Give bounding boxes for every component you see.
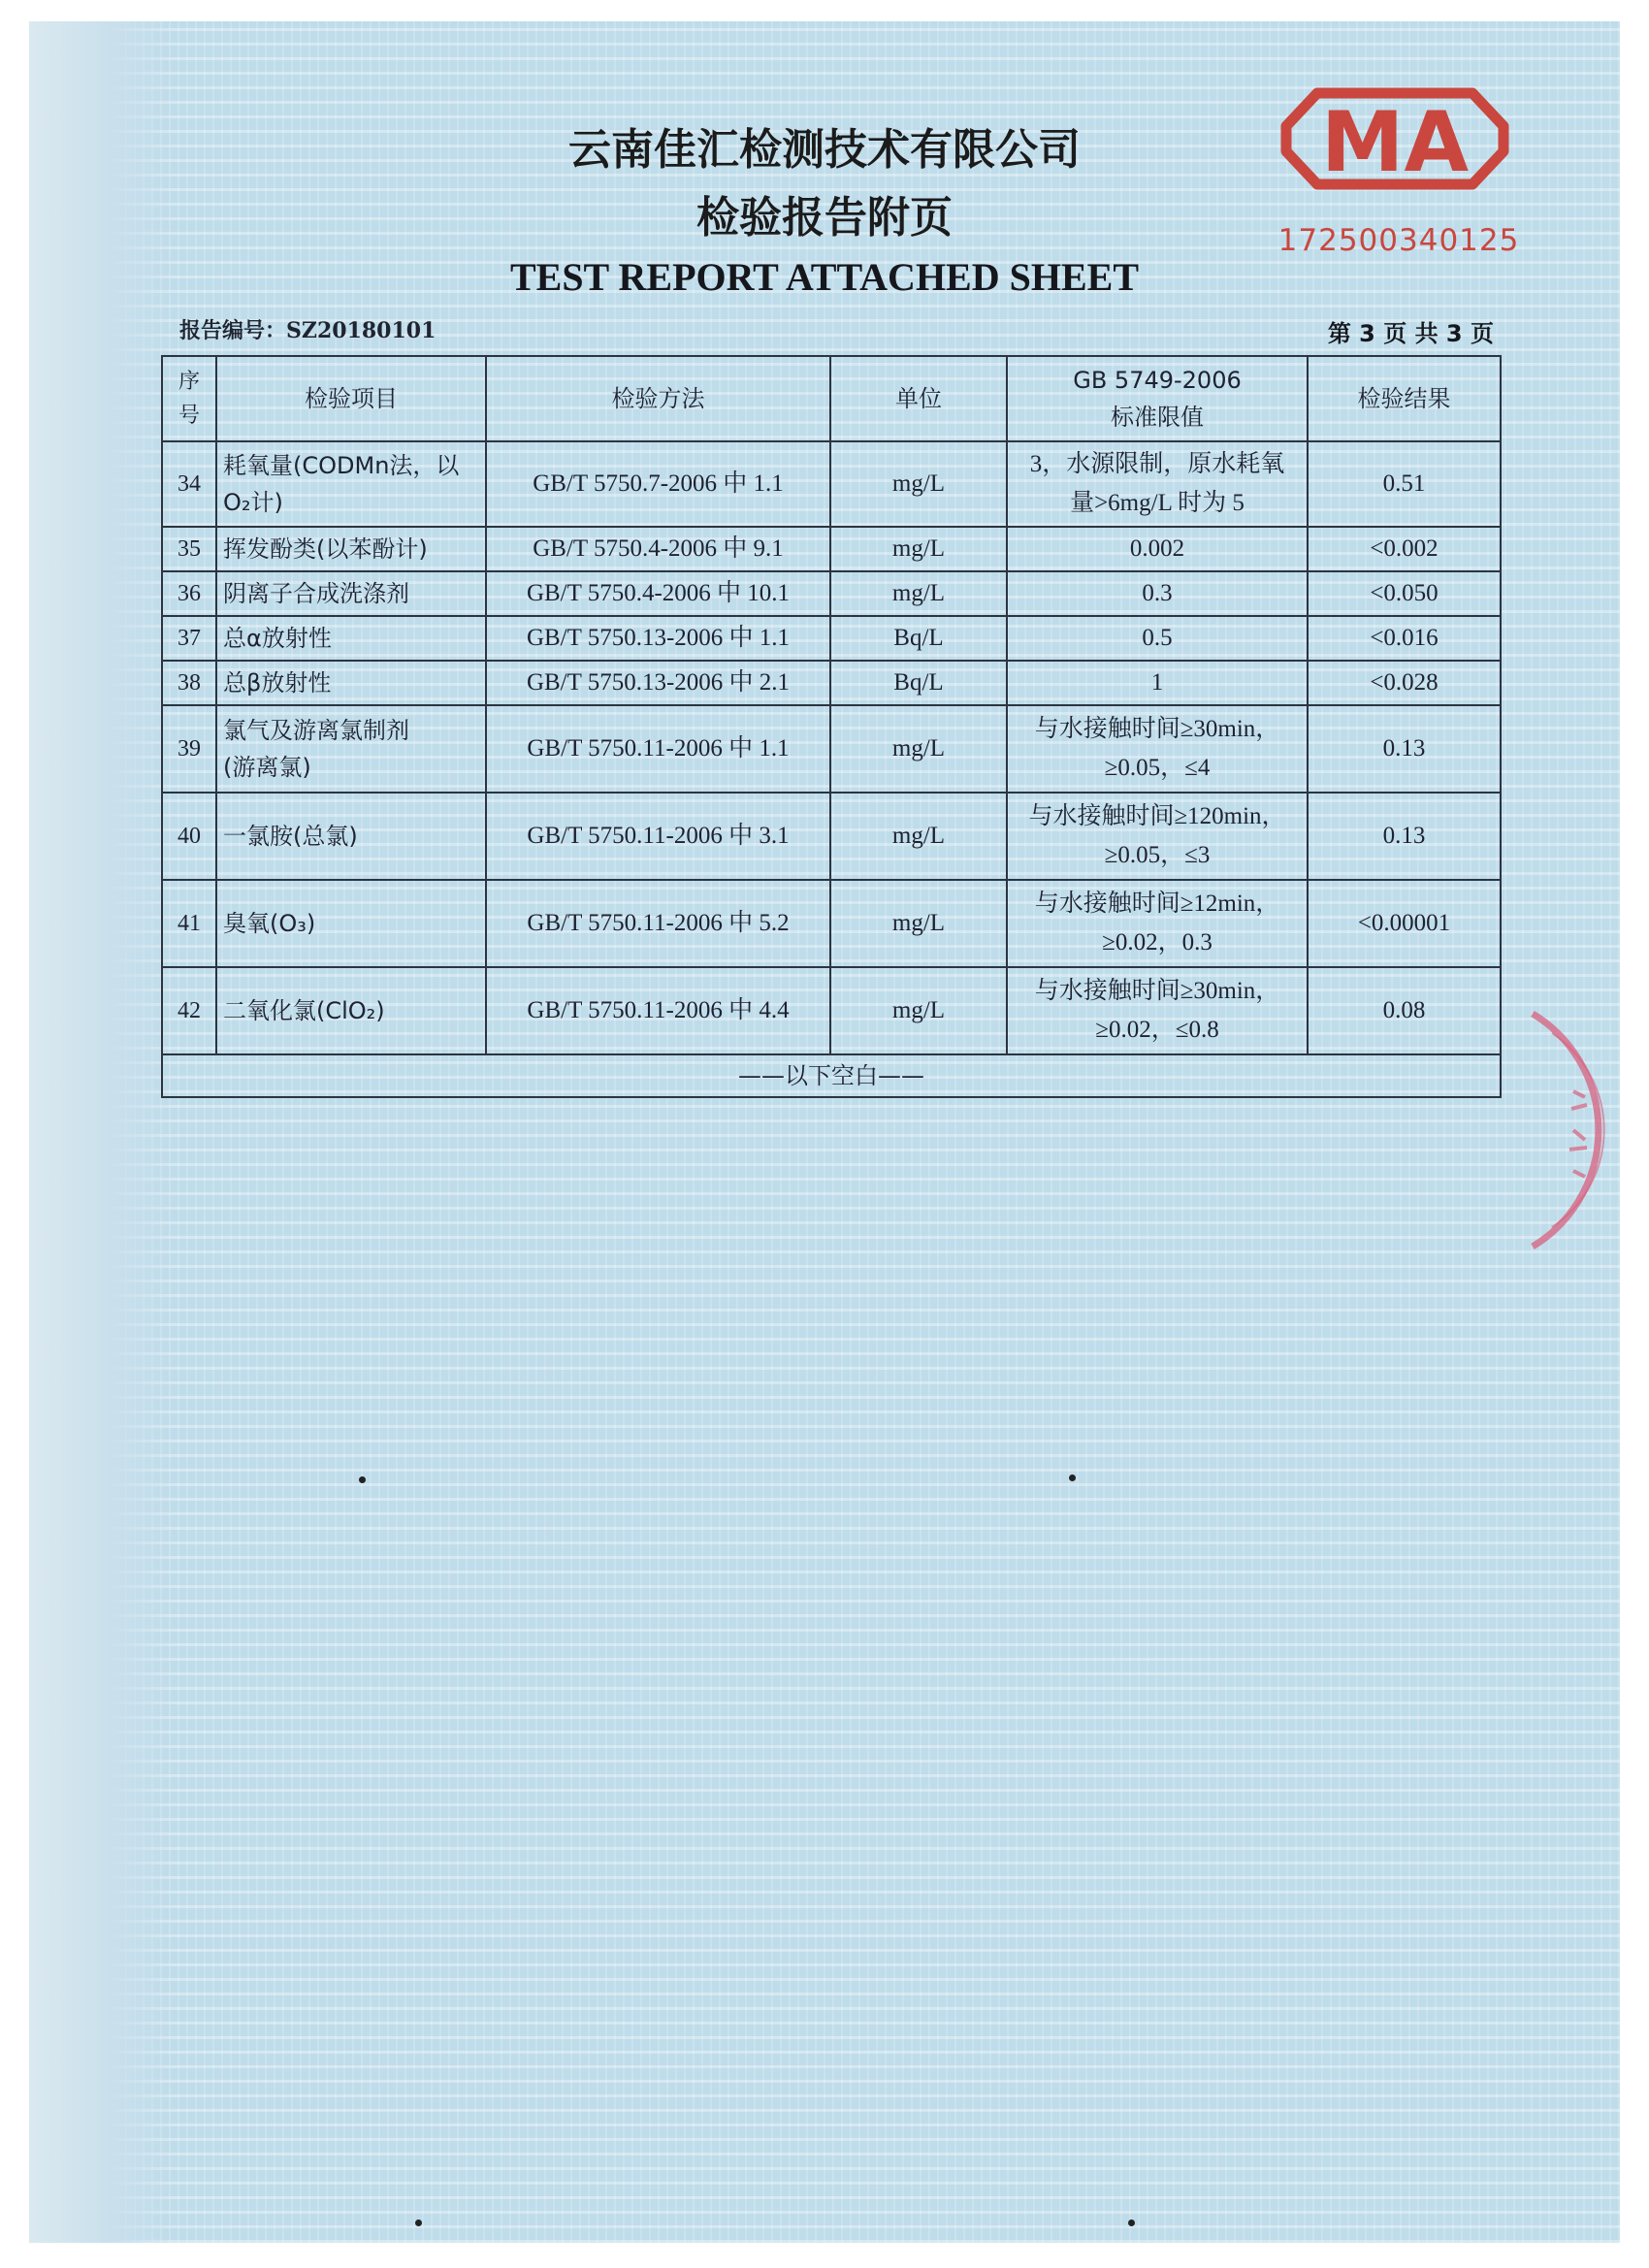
cell-seq: [162, 616, 216, 661]
method-text: GB/T 5750.11-2006 中 1.1: [527, 735, 790, 761]
seq-number: 40: [178, 823, 201, 849]
standard-limit: 与水接触时间≥12min，: [1034, 891, 1280, 917]
unit-text: mg/L: [891, 580, 946, 606]
table-row: [162, 441, 1501, 527]
standard-limit: 0.002: [1129, 535, 1185, 562]
result-value: <0.016: [1370, 625, 1439, 651]
cell-method: [486, 616, 830, 661]
item-name: 氯气及游离氯制剂: [223, 716, 409, 744]
cell-unit: [830, 441, 1007, 527]
cell-standard: [1007, 571, 1308, 616]
page-indicator: 第 3 页 共 3 页: [1327, 320, 1494, 347]
method-text: GB/T 5750.4-2006 中 10.1: [526, 580, 791, 606]
cell-result: [1308, 705, 1501, 793]
cell-result: [1308, 571, 1501, 616]
company-name: 云南佳汇检测技术有限公司: [568, 125, 1081, 175]
header-result: 检验结果: [1308, 356, 1501, 441]
item-name: 总α放射性: [223, 624, 332, 652]
punch-mark: [415, 2219, 422, 2226]
cell-unit: [830, 661, 1007, 705]
seq-number: 37: [178, 625, 201, 651]
item-name: 总β放射性: [223, 668, 332, 697]
unit-text: mg/L: [891, 910, 946, 936]
cell-item: [216, 880, 486, 967]
method-text: GB/T 5750.11-2006 中 4.4: [527, 997, 790, 1023]
cell-unit: [830, 527, 1007, 571]
cell-unit: [830, 793, 1007, 880]
standard-limit-line2: ≥0.05，≤4: [1104, 755, 1211, 781]
cell-standard: [1007, 527, 1308, 571]
item-name-line2: O₂计): [223, 489, 283, 516]
unit-text: mg/L: [891, 535, 946, 562]
result-value: 0.08: [1382, 997, 1426, 1023]
cell-result: [1308, 441, 1501, 527]
report-number: 报告编号：SZ20180101: [179, 318, 436, 343]
table-row: [162, 880, 1501, 967]
blank-note: ——以下空白——: [162, 1054, 1501, 1097]
unit-text: mg/L: [891, 470, 946, 497]
standard-limit: 与水接触时间≥30min，: [1034, 716, 1280, 742]
cell-method: [486, 441, 830, 527]
table-header-row: [162, 356, 1501, 441]
result-value: 0.51: [1382, 470, 1426, 497]
table-row: [162, 967, 1501, 1054]
cell-item: [216, 967, 486, 1054]
ma-mark: MA: [1320, 94, 1470, 191]
item-name: 挥发酚类(以苯酚计): [223, 535, 428, 563]
unit-text: Bq/L: [893, 669, 944, 696]
cell-result: [1308, 527, 1501, 571]
cell-method: [486, 571, 830, 616]
standard-limit: 3，水源限制，原水耗氧: [1029, 451, 1285, 477]
cell-method: [486, 661, 830, 705]
result-value: <0.050: [1370, 580, 1439, 606]
cell-unit: [830, 880, 1007, 967]
standard-limit-line2: ≥0.02，0.3: [1102, 929, 1212, 956]
result-value: <0.002: [1370, 535, 1439, 562]
table-row: [162, 705, 1501, 793]
cell-standard: [1007, 880, 1308, 967]
cell-standard: [1007, 616, 1308, 661]
standard-limit: 1: [1150, 669, 1164, 696]
cell-result: [1308, 880, 1501, 967]
method-text: GB/T 5750.11-2006 中 3.1: [527, 823, 790, 849]
cell-unit: [830, 967, 1007, 1054]
cell-result: [1308, 616, 1501, 661]
seq-number: 36: [178, 580, 201, 606]
cell-seq: [162, 793, 216, 880]
method-text: GB/T 5750.13-2006 中 1.1: [526, 625, 791, 651]
cell-item: [216, 527, 486, 571]
cell-unit: [830, 616, 1007, 661]
ma-certification-logo: [1278, 85, 1511, 192]
unit-text: mg/L: [891, 823, 946, 849]
item-name: 臭氧(O₃): [223, 909, 316, 937]
cell-seq: [162, 527, 216, 571]
unit-text: Bq/L: [893, 625, 944, 651]
header-method: 检验方法: [486, 356, 830, 441]
cell-result: [1308, 661, 1501, 705]
cell-seq: [162, 967, 216, 1054]
header-standard-label: 标准限值: [1111, 404, 1204, 431]
standard-limit: 与水接触时间≥30min，: [1034, 978, 1280, 1004]
cell-item: [216, 441, 486, 527]
header-seq: 序号: [162, 356, 216, 441]
standard-limit: 0.5: [1142, 625, 1173, 651]
cell-result: [1308, 967, 1501, 1054]
header-item: 检验项目: [216, 356, 486, 441]
cell-standard: [1007, 705, 1308, 793]
standard-limit: 0.3: [1142, 580, 1173, 606]
cell-method: [486, 880, 830, 967]
official-seal-stamp: [1523, 1004, 1649, 1256]
cell-standard: [1007, 793, 1308, 880]
table-row: [162, 616, 1501, 661]
result-value: 0.13: [1382, 735, 1426, 761]
cell-item: [216, 793, 486, 880]
binding-edge: [29, 21, 175, 2243]
cell-standard: [1007, 441, 1308, 527]
item-name: 耗氧量(CODMn法，以: [223, 451, 460, 479]
punch-mark: [1128, 2219, 1135, 2226]
cell-method: [486, 527, 830, 571]
header-standard: [1007, 356, 1308, 441]
cell-item: [216, 705, 486, 793]
method-text: GB/T 5750.13-2006 中 2.1: [526, 669, 791, 696]
seq-number: 42: [178, 997, 201, 1023]
standard-limit-line2: ≥0.05，≤3: [1104, 842, 1211, 868]
item-name-line2: (游离氯): [223, 754, 311, 781]
blank-note-row: [162, 1054, 1501, 1097]
table-row: [162, 571, 1501, 616]
unit-text: mg/L: [891, 735, 946, 761]
cell-standard: [1007, 661, 1308, 705]
cell-unit: [830, 571, 1007, 616]
report-subtitle: 检验报告附页: [696, 193, 953, 243]
punch-mark: [1069, 1474, 1076, 1481]
seq-number: 38: [178, 669, 201, 696]
ma-certificate-code: 172500340125: [1277, 223, 1520, 258]
method-text: GB/T 5750.11-2006 中 5.2: [527, 910, 790, 936]
report-title-en: TEST REPORT ATTACHED SHEET: [509, 255, 1140, 299]
cell-seq: [162, 661, 216, 705]
method-text: GB/T 5750.4-2006 中 9.1: [533, 535, 784, 562]
cell-seq: [162, 441, 216, 527]
cell-item: [216, 616, 486, 661]
standard-limit: 与水接触时间≥120min，: [1028, 803, 1286, 829]
header-unit: 单位: [830, 356, 1007, 441]
item-name: 阴离子合成洗涤剂: [223, 579, 409, 607]
cell-unit: [830, 705, 1007, 793]
seq-number: 41: [178, 910, 201, 936]
method-text: GB/T 5750.7-2006 中 1.1: [533, 470, 784, 497]
test-results-table: [161, 355, 1502, 1098]
cell-item: [216, 661, 486, 705]
standard-limit-line2: 量>6mg/L 时为 5: [1070, 490, 1245, 516]
result-value: <0.00001: [1357, 910, 1451, 936]
header-standard-code: GB 5749-2006: [1073, 366, 1242, 394]
result-value: 0.13: [1382, 823, 1426, 849]
cell-method: [486, 793, 830, 880]
table-row: [162, 793, 1501, 880]
cell-result: [1308, 793, 1501, 880]
table-row: [162, 661, 1501, 705]
seq-number: 35: [178, 535, 201, 562]
cell-seq: [162, 571, 216, 616]
cell-seq: [162, 880, 216, 967]
cell-method: [486, 967, 830, 1054]
unit-text: mg/L: [891, 997, 946, 1023]
table-row: [162, 527, 1501, 571]
cell-seq: [162, 705, 216, 793]
cell-item: [216, 571, 486, 616]
seq-number: 34: [178, 470, 201, 497]
item-name: 二氧化氯(ClO₂): [223, 996, 385, 1024]
result-value: <0.028: [1370, 669, 1439, 696]
punch-mark: [359, 1476, 366, 1483]
item-name: 一氯胺(总氯): [223, 822, 358, 850]
standard-limit-line2: ≥0.02，≤0.8: [1095, 1017, 1219, 1043]
seq-number: 39: [178, 735, 201, 761]
cell-standard: [1007, 967, 1308, 1054]
cell-method: [486, 705, 830, 793]
